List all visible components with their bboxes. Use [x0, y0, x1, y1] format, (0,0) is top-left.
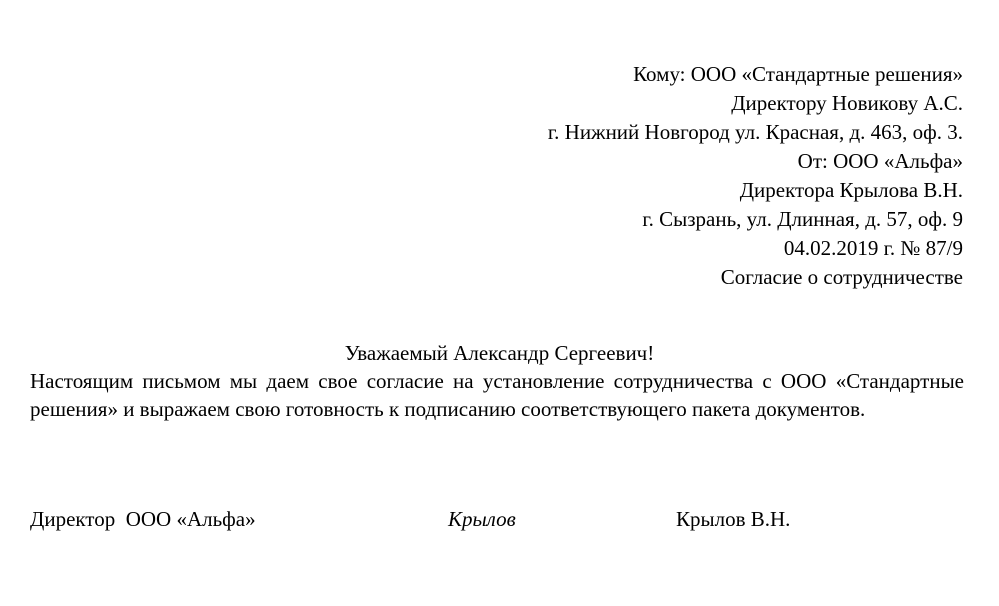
recipient-company: Кому: ООО «Стандартные решения» [633, 62, 963, 86]
handwritten-signature: Крылов [448, 507, 516, 531]
sender-person: Директора Крылова В.Н. [739, 178, 963, 202]
letter-header [403, 60, 963, 292]
greeting: Уважаемый Александр Сергеевич! [344, 341, 655, 365]
letter-subject: Согласие о сотрудничестве [720, 265, 963, 289]
sender-address: г. Сызрань, ул. Длинная, д. 57, оф. 9 [642, 207, 963, 231]
signatory-title: Директор ООО «Альфа» [30, 507, 256, 531]
letter-date-number: 04.02.2019 г. № 87/9 [783, 236, 963, 260]
signature-block [0, 505, 999, 535]
sender-company: От: ООО «Альфа» [797, 149, 963, 173]
recipient-person: Директору Новикову А.С. [731, 91, 963, 115]
signatory-name: Крылов В.Н. [676, 507, 791, 531]
letter-body: Настоящим письмом мы даем свое согласие на установление сотрудничества с ООО «Стандартные решения» и выражаем свою готовность к подписанию соответствующего пакета документов. [30, 369, 964, 421]
recipient-address: г. Нижний Новгород ул. Красная, д. 463, оф. 3. [547, 120, 963, 144]
